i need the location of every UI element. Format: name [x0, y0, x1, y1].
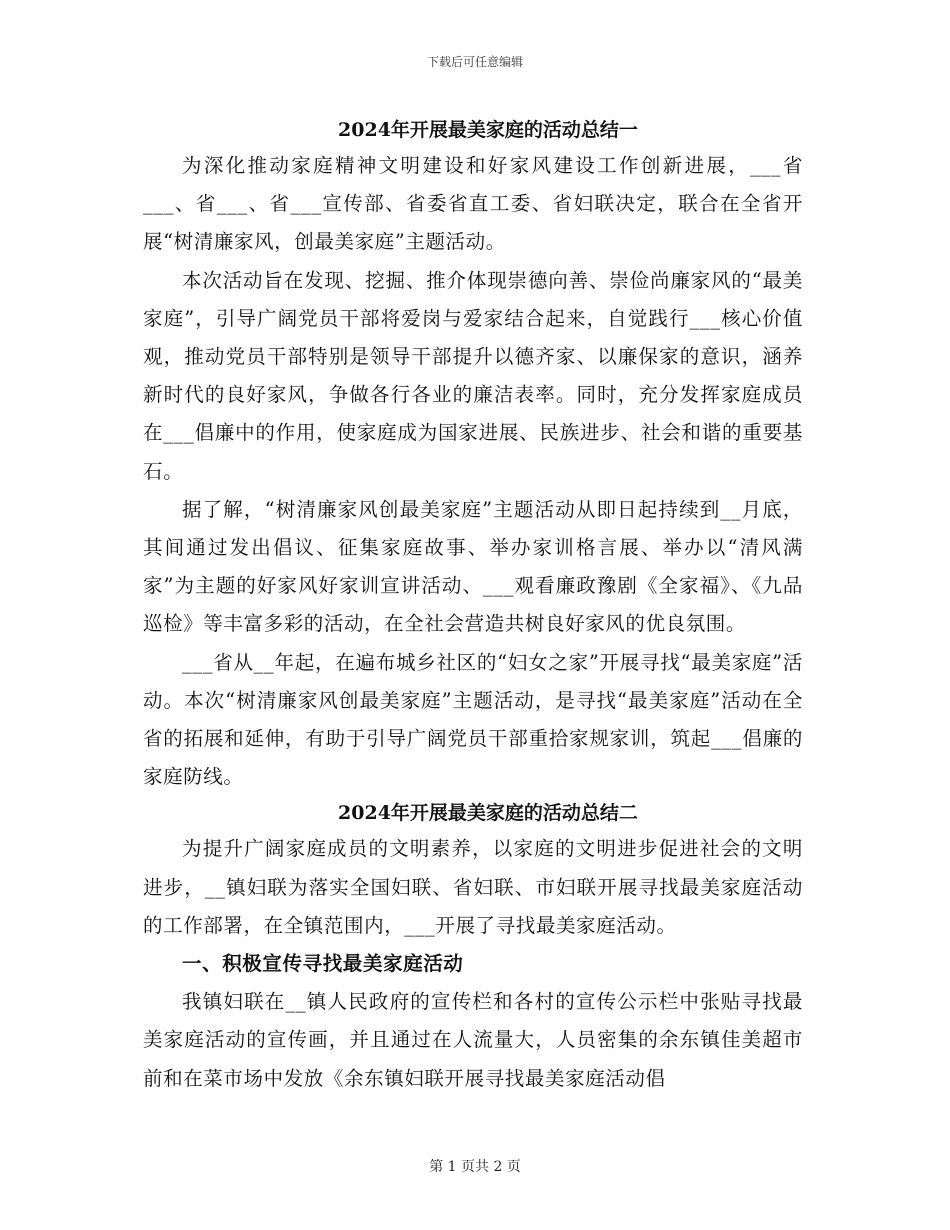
section-1-paragraph-2: 本次活动旨在发现、挖掘、推介体现崇德向善、崇俭尚廉家风的“最美家庭”，引导广阔党员干部将爱岗与爱家结合起来，自觉践行___核心价值观，推动党员干部特别是领导干部提升以德齐家、以廉保家的意识，涵养新时代的良好家风，争做各行各业的廉洁表率。同时，充分发挥家庭成员在___倡廉中的作用，使家庭成为国家进展、民族进步、社会和谐的重要基石。	[143, 268, 803, 483]
section-1-title: 2024年开展最美家庭的活动总结一	[338, 119, 638, 141]
section-2-title: 2024年开展最美家庭的活动总结二	[338, 802, 638, 825]
section-2-intro: 为提升广阔家庭成员的文明素养，以家庭的文明进步促进社会的文明进步，__镇妇联为落实全国妇联、省妇联、市妇联开展寻找最美家庭活动的工作部署，在全镇范围内，___开展了寻找最美家庭活动。	[143, 837, 803, 937]
page-number: 第 1 页共 2 页	[429, 1159, 521, 1175]
section-2-body: 我镇妇联在__镇人民政府的宣传栏和各村的宣传公示栏中张贴寻找最美家庭活动的宣传画，并且通过在人流量大，人员密集的余东镇佳美超市前和在菜市场中发放《余东镇妇联开展寻找最美家庭活动倡	[143, 990, 803, 1090]
section-1-paragraph-1: 为深化推动家庭精神文明建设和好家风建设工作创新进展，___省___、省___、省___宣传部、省委省直工委、省妇联决定，联合在全省开展“树清廉家风，创最美家庭”主题活动。	[143, 154, 803, 254]
page-header-note: 下载后可任意编辑	[426, 55, 523, 69]
section-1-paragraph-4: ___省从__年起，在遍布城乡社区的“妇女之家”开展寻找“最美家庭”活动。本次“树清廉家风创最美家庭”主题活动，是寻找“最美家庭”活动在全省的拓展和延伸，有助于引导广阔党员干部重拾家规家训，筑起___倡廉的家庭防线。	[143, 650, 803, 789]
section-1-paragraph-3: 据了解，“树清廉家风创最美家庭”主题活动从即日起持续到__月底，其间通过发出倡议、征集家庭故事、举办家训格言展、举办以“清风满家”为主题的好家风好家训宣讲活动、___观看廉政豫剧《全家福》、《九品巡检》等丰富多彩的活动，在全社会营造共树良好家风的优良氛围。	[143, 497, 803, 636]
section-2-subheading: 一、积极宣传寻找最美家庭活动	[182, 952, 464, 976]
document-body	[143, 113, 803, 1098]
